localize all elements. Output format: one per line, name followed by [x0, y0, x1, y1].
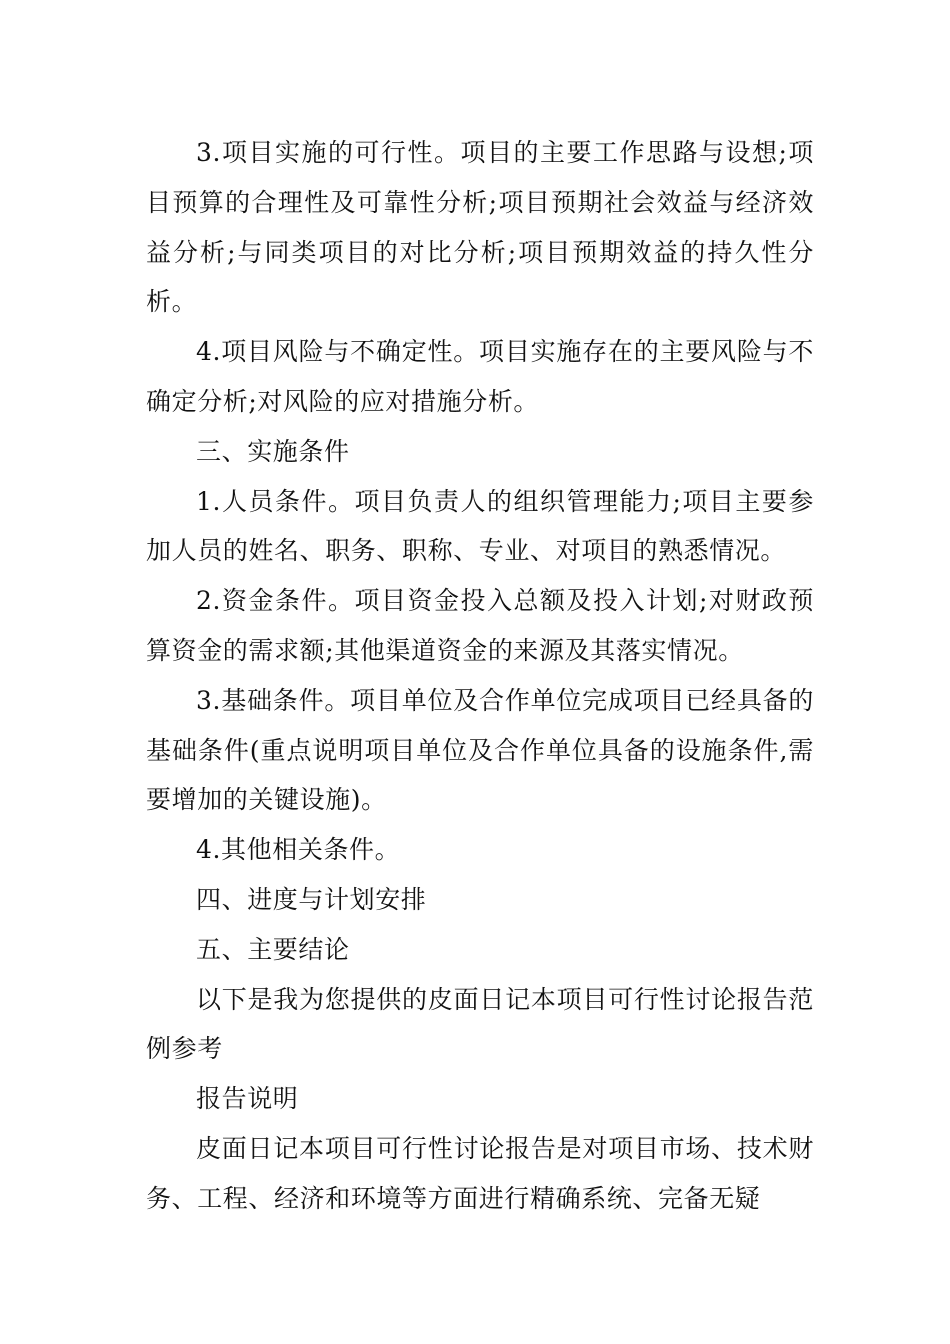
document-body — [146, 128, 814, 1224]
paragraph-feasibility: 3.项目实施的可行性。项目的主要工作思路与设想;项目预算的合理性及可靠性分析;项目预期社会效益与经济效益分析;与同类项目的对比分析;项目预期效益的持久性分析。 — [146, 138, 814, 317]
paragraph-infrastructure: 3.基础条件。项目单位及合作单位完成项目已经具备的基础条件(重点说明项目单位及合作单位具备的设施条件,需要增加的关键设施)。 — [146, 685, 814, 815]
section-heading-conditions: 三、实施条件 — [196, 436, 350, 466]
paragraph-funding: 2.资金条件。项目资金投入总额及投入计划;对财政预算资金的需求额;其他渠道资金的来源及其落实情况。 — [146, 586, 814, 665]
section-heading-conclusion: 五、主要结论 — [196, 934, 350, 964]
paragraph-report-description: 皮面日记本项目可行性讨论报告是对项目市场、技术财务、工程、经济和环境等方面进行精确系统、完备无疑 — [146, 1133, 814, 1213]
section-heading-schedule: 四、进度与计划安排 — [196, 884, 427, 914]
paragraph-example-intro: 以下是我为您提供的皮面日记本项目可行性讨论报告范例参考 — [146, 984, 814, 1064]
paragraph-risk: 4.项目风险与不确定性。项目实施存在的主要风险与不确定分析;对风险的应对措施分析。 — [146, 337, 814, 416]
section-heading-report-notes: 报告说明 — [196, 1084, 299, 1114]
paragraph-personnel: 1.人员条件。项目负责人的组织管理能力;项目主要参加人员的姓名、职务、职称、专业、对项目的熟悉情况。 — [146, 486, 814, 566]
paragraph-other-conditions: 4.其他相关条件。 — [196, 835, 401, 865]
